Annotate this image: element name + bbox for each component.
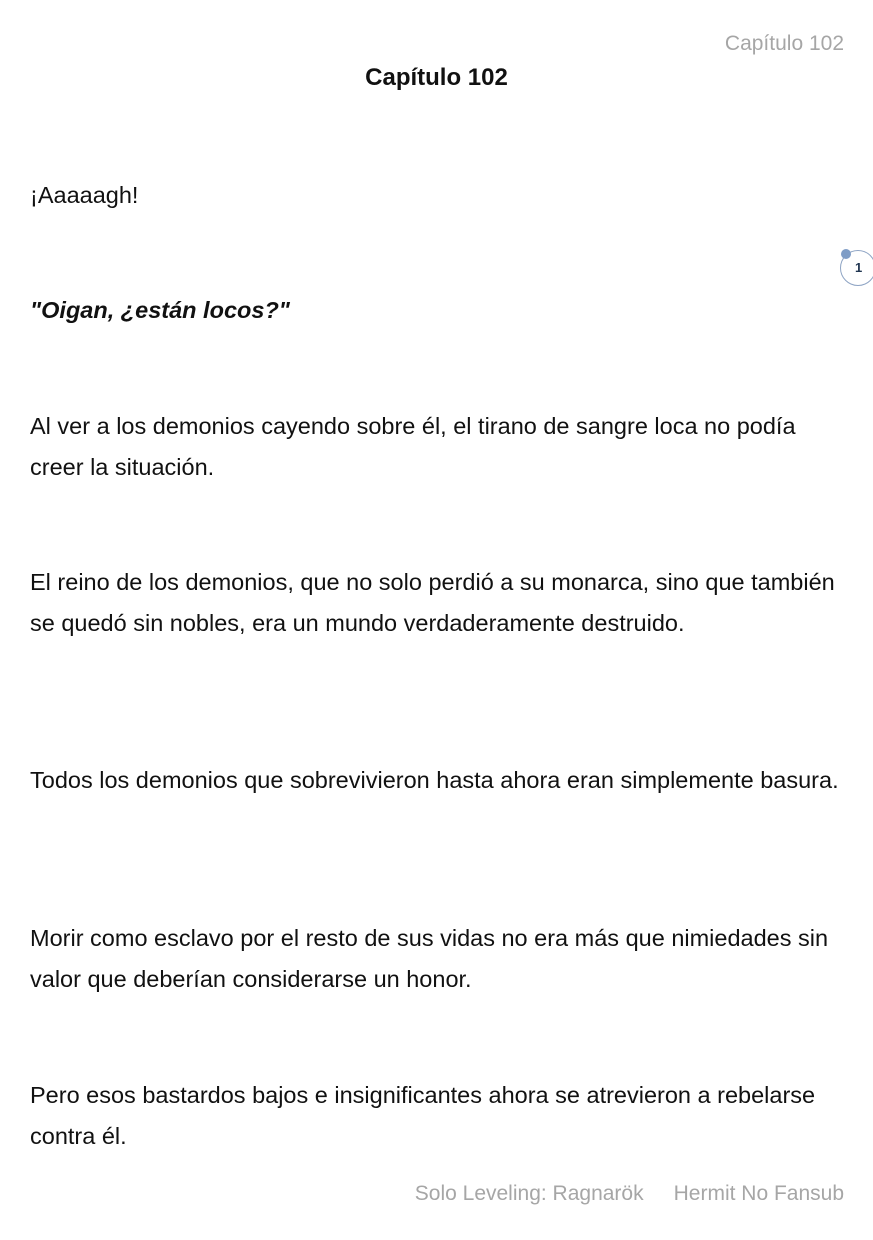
chapter-title: Capítulo 102 [365, 64, 508, 91]
paragraph: Todos los demonios que sobrevivieron hasta ahora eran simplemente basura. [30, 767, 839, 793]
paragraph: El reino de los demonios, que no solo perdió a su monarca, sino que también se quedó sin nobles, era un mundo verdaderamente destruido. [30, 569, 835, 636]
paragraph: Pero esos bastardos bajos e insignificantes ahora se atrevieron a rebelarse contra él. [30, 1082, 816, 1149]
footer-translator: Hermit No Fansub [673, 1182, 844, 1205]
footer [415, 1182, 844, 1206]
paragraph: ¡Aaaaagh! [30, 182, 139, 208]
footer-book-title: Solo Leveling: Ragnarök [414, 1182, 644, 1205]
paragraph: Morir como esclavo por el resto de sus vidas no era más que nimiedades sin valor que deberían considerarse un honor. [30, 925, 829, 992]
annotation-count: 1 [855, 260, 863, 275]
annotation-dot-icon [841, 249, 851, 259]
paragraph-dialogue: "Oigan, ¿están locos?" [30, 297, 290, 323]
paragraph: Al ver a los demonios cayendo sobre él, el tirano de sangre loca no podía creer la situación. [30, 413, 796, 480]
running-header: Capítulo 102 [724, 32, 844, 55]
